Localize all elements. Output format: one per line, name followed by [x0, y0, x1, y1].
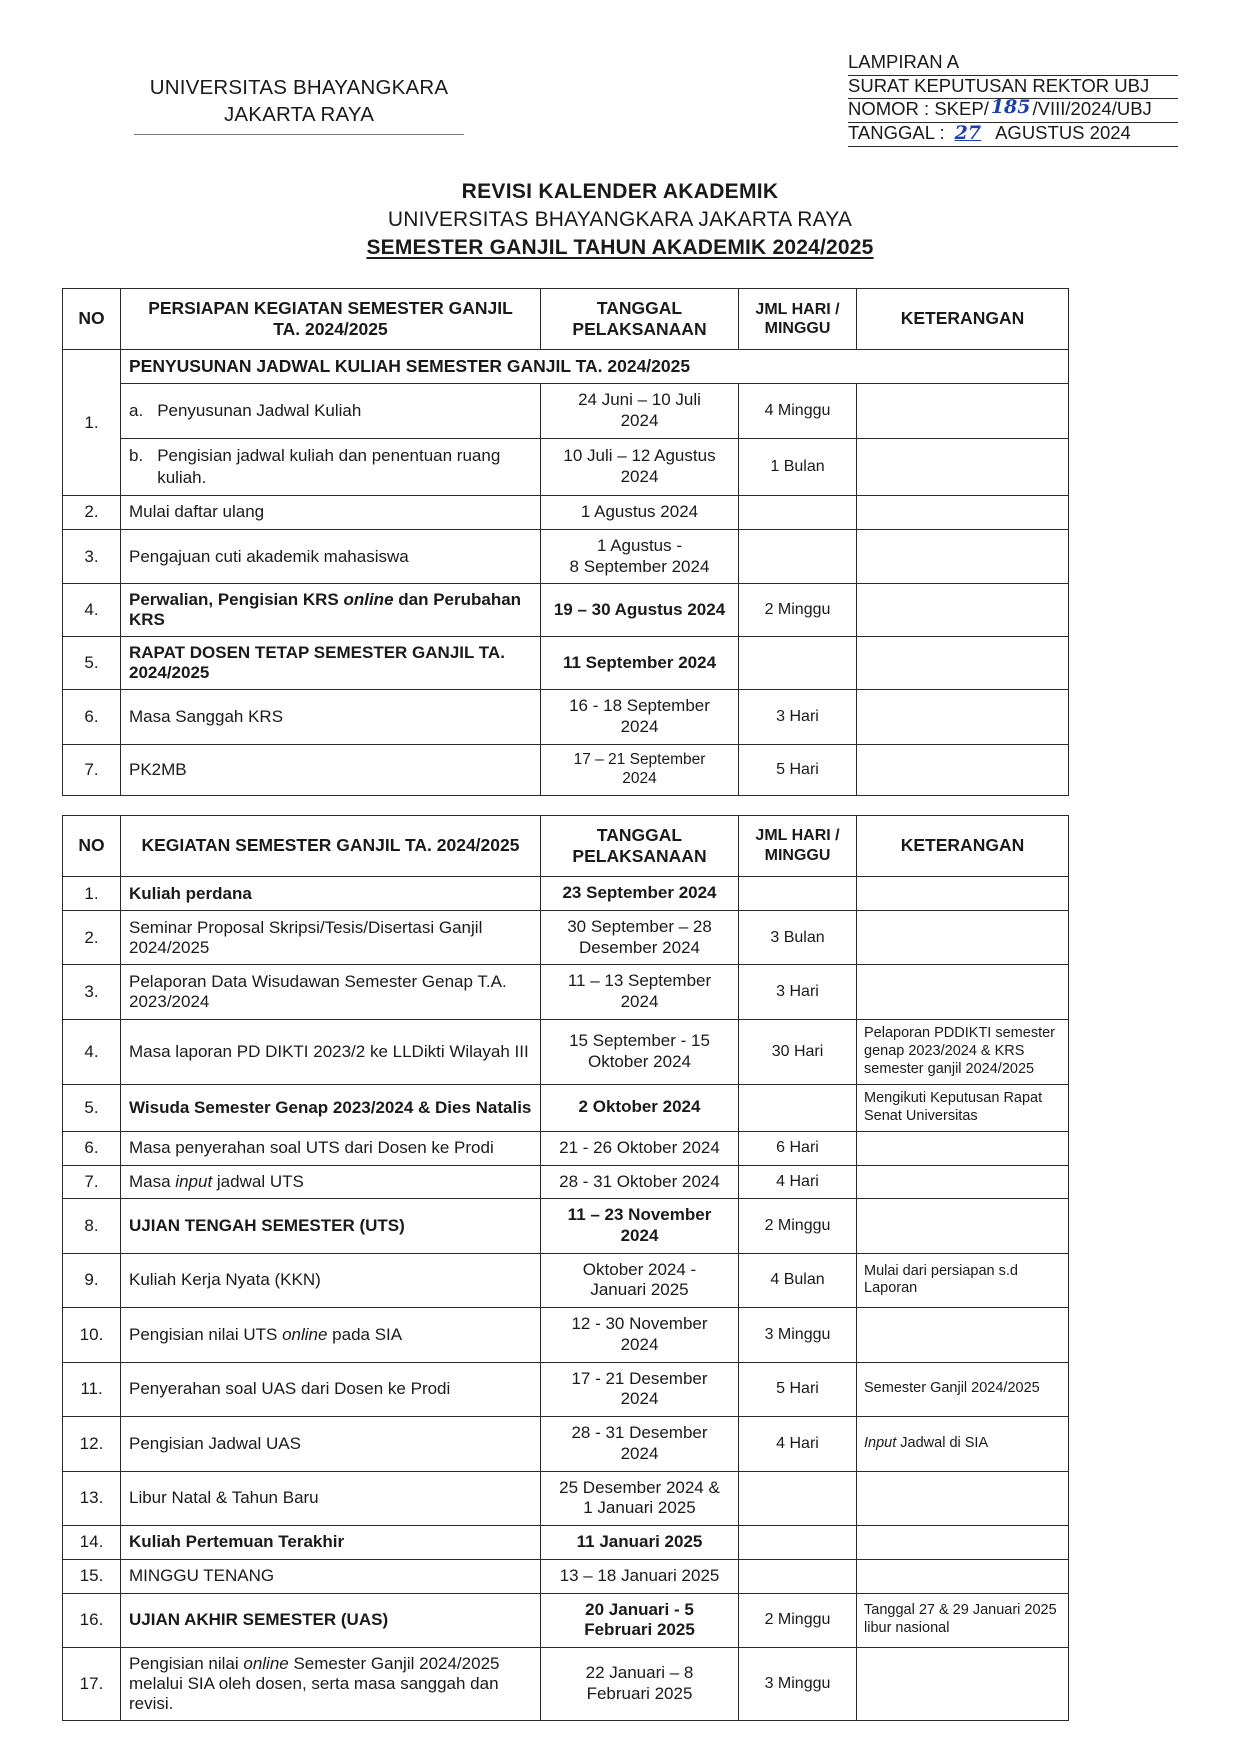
row-activity-emphasis: online: [243, 1654, 289, 1674]
row-remarks: [857, 496, 1069, 530]
row-duration: 4 Minggu: [739, 384, 857, 438]
row-date-line1: 12 - 30 November: [571, 1314, 708, 1334]
row-activity: Penyerahan soal UAS dari Dosen ke Prodi: [121, 1362, 541, 1416]
header-activity: KEGIATAN SEMESTER GANJIL TA. 2024/2025: [121, 815, 541, 877]
row-activity: Kuliah Kerja Nyata (KKN): [121, 1253, 541, 1307]
row-no: 5.: [63, 1084, 121, 1131]
row-date-line1: 30 September – 28: [567, 917, 712, 937]
decree-date-handwritten: 27: [954, 122, 982, 144]
row-no: 2.: [63, 911, 121, 965]
row-date-line1: 2 Oktober 2024: [578, 1097, 701, 1117]
row-remarks: Mulai dari persiapan s.d Laporan: [857, 1253, 1069, 1307]
row-duration: 2 Minggu: [739, 584, 857, 637]
row-activity-post: dan Perubahan KRS: [129, 590, 522, 630]
row-activity-emphasis: online: [343, 590, 394, 610]
row-activity: Pengisian Jadwal UAS: [121, 1417, 541, 1471]
table-row: [63, 1253, 1069, 1307]
row-date: [541, 1471, 739, 1525]
row-date-line2: 2024: [620, 467, 659, 487]
row-no: 3.: [63, 529, 121, 583]
header-date-line2: PELAKSANAAN: [572, 845, 707, 866]
row-date-line2: Januari 2025: [590, 1280, 689, 1300]
row-remarks: [857, 384, 1069, 438]
row-activity: [121, 1308, 541, 1362]
table1-body: [63, 350, 1069, 795]
row-date-line1: 1 Agustus 2024: [580, 502, 699, 522]
row-no: 17.: [63, 1648, 121, 1721]
table-row: [63, 1084, 1069, 1131]
row-activity: [121, 584, 541, 637]
attachment-line: [848, 52, 1178, 76]
table-row: [63, 350, 1069, 384]
header-remarks: KETERANGAN: [857, 815, 1069, 877]
row-date-line2: 2024: [622, 769, 657, 787]
row-date-line1: 23 September 2024: [562, 883, 717, 903]
institution-underline: [134, 134, 464, 135]
decree-date-line: [848, 123, 1178, 147]
table-row: [63, 529, 1069, 583]
row-no: 8.: [63, 1199, 121, 1253]
table-row: [63, 1559, 1069, 1593]
row-no: 2.: [63, 496, 121, 530]
table-row: [63, 384, 1069, 438]
row-date: [541, 496, 739, 530]
row-activity-pre: Masa: [129, 1171, 176, 1191]
row-date-line2: Februari 2025: [584, 1620, 695, 1640]
row-date-line1: 13 – 18 Januari 2025: [559, 1565, 720, 1585]
row-remarks: [857, 1131, 1069, 1165]
row-no: 6.: [63, 1131, 121, 1165]
table-row: [63, 438, 1069, 495]
row-date: [541, 1593, 739, 1647]
row-remarks: [857, 529, 1069, 583]
row-date: [541, 637, 739, 690]
row-duration: [739, 1559, 857, 1593]
table-row: [63, 496, 1069, 530]
row-date: [541, 384, 739, 438]
table2-body: [63, 877, 1069, 1721]
row-date: [541, 744, 739, 795]
header-date-line2: PELAKSANAAN: [572, 319, 707, 340]
row-activity: PK2MB: [121, 744, 541, 795]
row-duration: [739, 1084, 857, 1131]
row-no: 15.: [63, 1559, 121, 1593]
header-date-line1: TANGGAL: [596, 297, 683, 318]
row-remarks: Pelaporan PDDIKTI semester genap 2023/2024 & KRS semester ganjil 2024/2025: [857, 1019, 1069, 1084]
decree-date-label: TANGGAL :: [848, 122, 945, 143]
row-remarks: [857, 1199, 1069, 1253]
row-no: 4.: [63, 584, 121, 637]
table-row: [63, 1417, 1069, 1471]
institution-block: [134, 44, 464, 135]
row-duration: 4 Hari: [739, 1417, 857, 1471]
header-date-line1: TANGGAL: [596, 824, 683, 845]
row-duration: 6 Hari: [739, 1131, 857, 1165]
row-date-line2: Februari 2025: [586, 1684, 693, 1704]
row-date-line2: 2024: [620, 1334, 659, 1354]
row-date-line2: 2024: [620, 1389, 659, 1409]
table-row: [63, 1131, 1069, 1165]
row-activity: [121, 1165, 541, 1199]
row-remarks: [857, 438, 1069, 495]
row-date-line1: 16 - 18 September: [569, 696, 710, 716]
row-date-line1: 15 September - 15: [569, 1031, 710, 1051]
row-remarks: [857, 877, 1069, 911]
group-title: PENYUSUNAN JADWAL KULIAH SEMESTER GANJIL TA. 2024/2025: [121, 350, 1069, 384]
header-duration: [739, 288, 857, 350]
table-row: [63, 877, 1069, 911]
row-remarks: [857, 1648, 1069, 1721]
row-activity: Kuliah Pertemuan Terakhir: [121, 1526, 541, 1560]
row-remarks-rest: Jadwal di SIA: [896, 1434, 989, 1451]
row-date: [541, 1362, 739, 1416]
row-duration: 3 Hari: [739, 965, 857, 1019]
letterhead: [62, 44, 1178, 144]
row-no: 1.: [63, 350, 121, 496]
row-no: 1.: [63, 877, 121, 911]
row-duration: 3 Hari: [739, 690, 857, 744]
row-no: 9.: [63, 1253, 121, 1307]
title-line-1: REVISI KALENDER AKADEMIK: [461, 180, 779, 203]
row-date-line2: 2024: [620, 1443, 659, 1463]
document-title-block: [62, 178, 1178, 262]
header-no: NO: [63, 815, 121, 877]
row-activity: MINGGU TENANG: [121, 1559, 541, 1593]
row-no: 7.: [63, 744, 121, 795]
row-activity: Mulai daftar ulang: [121, 496, 541, 530]
row-duration: [739, 877, 857, 911]
row-remarks: [857, 911, 1069, 965]
row-no: 11.: [63, 1362, 121, 1416]
table2-header-row: [63, 815, 1069, 877]
row-activity: UJIAN AKHIR SEMESTER (UAS): [121, 1593, 541, 1647]
table1-header: [63, 288, 1069, 350]
row-duration: 3 Bulan: [739, 911, 857, 965]
row-date-line2: 2024: [620, 1226, 659, 1245]
row-duration: [739, 496, 857, 530]
row-date-line1: 17 – 21 September: [573, 750, 706, 768]
row-remarks: [857, 690, 1069, 744]
row-date: [541, 1559, 739, 1593]
header-date: [541, 288, 739, 350]
row-remarks: [857, 1308, 1069, 1362]
row-date-line1: 21 - 26 Oktober 2024: [559, 1137, 720, 1157]
sub-letter: b.: [129, 445, 144, 465]
sub-activity-text: Penyusunan Jadwal Kuliah: [157, 401, 362, 421]
row-remarks: [857, 1165, 1069, 1199]
row-duration: 3 Minggu: [739, 1308, 857, 1362]
row-date: [541, 1131, 739, 1165]
row-date: [541, 1019, 739, 1084]
row-date-line1: 22 Januari – 8: [585, 1663, 694, 1683]
row-activity: Pelaporan Data Wisudawan Semester Genap T.A. 2023/2024: [121, 965, 541, 1019]
row-no: 13.: [63, 1471, 121, 1525]
header-activity-line2: TA. 2024/2025: [273, 319, 388, 340]
row-date-line2: 2024: [620, 411, 659, 431]
header-date: [541, 815, 739, 877]
header-duration: [739, 815, 857, 877]
row-activity-post: Semester Ganjil 2024/2025 melalui SIA oleh dosen, serta masa sanggah dan revisi.: [129, 1654, 500, 1714]
row-date-line2: 2024: [620, 992, 659, 1012]
row-activity-emphasis: input: [175, 1171, 213, 1191]
row-duration: [739, 1526, 857, 1560]
table-row: [63, 584, 1069, 637]
row-remarks: [857, 1417, 1069, 1471]
row-date-line1: 1 Agustus -: [596, 535, 683, 555]
header-no: NO: [63, 288, 121, 350]
row-activity: [121, 438, 541, 495]
row-remarks: [857, 637, 1069, 690]
row-remarks-emphasis: Input: [864, 1434, 897, 1451]
row-date-line2: 1 Januari 2025: [583, 1498, 696, 1518]
decree-block: [848, 44, 1178, 147]
row-date-line1: 20 Januari - 5: [585, 1599, 694, 1619]
row-date: [541, 877, 739, 911]
decree-label: SURAT KEPUTUSAN REKTOR UBJ: [848, 74, 1150, 96]
row-duration: 3 Minggu: [739, 1648, 857, 1721]
row-date-line1: 11 September 2024: [562, 652, 717, 672]
row-date-line1: 10 Juli – 12 Agustus: [563, 446, 716, 466]
row-date: [541, 1308, 739, 1362]
sub-activity-text: Pengisian jadwal kuliah dan penentuan ruang kuliah.: [157, 445, 501, 488]
row-date: [541, 1165, 739, 1199]
row-duration: 1 Bulan: [739, 438, 857, 495]
row-date: [541, 1253, 739, 1307]
title-line-3: SEMESTER GANJIL TAHUN AKADEMIK 2024/2025: [366, 235, 874, 259]
table-row: [63, 1199, 1069, 1253]
row-no: 3.: [63, 965, 121, 1019]
row-no: 16.: [63, 1593, 121, 1647]
row-activity-post: jadwal UTS: [212, 1171, 304, 1191]
row-activity: RAPAT DOSEN TETAP SEMESTER GANJIL TA. 2024/2025: [121, 637, 541, 690]
row-no: 7.: [63, 1165, 121, 1199]
row-date: [541, 1648, 739, 1721]
row-date: [541, 1417, 739, 1471]
row-no: 14.: [63, 1526, 121, 1560]
institution-name-line2: JAKARTA RAYA: [223, 103, 375, 127]
row-duration: 5 Hari: [739, 744, 857, 795]
row-activity-pre: Perwalian, Pengisian KRS: [129, 590, 344, 610]
row-no: 10.: [63, 1308, 121, 1362]
table-row: [63, 744, 1069, 795]
table-row: [63, 1526, 1069, 1560]
row-activity-post: pada SIA: [327, 1324, 403, 1344]
table-row: [63, 965, 1069, 1019]
header-duration-line1: JML HARI /: [755, 827, 840, 845]
semester-activities-table: [62, 815, 1069, 1721]
row-date-line2: Desember 2024: [579, 937, 700, 957]
row-activity: Seminar Proposal Skripsi/Tesis/Disertasi Ganjil 2024/2025: [121, 911, 541, 965]
row-date-line1: 19 – 30 Agustus 2024: [553, 599, 726, 619]
row-activity: Pengajuan cuti akademik mahasiswa: [121, 529, 541, 583]
row-activity: Masa penyerahan soal UTS dari Dosen ke Prodi: [121, 1131, 541, 1165]
row-date-line1: 11 – 13 September: [567, 971, 712, 991]
row-duration: 4 Bulan: [739, 1253, 857, 1307]
header-activity-line1: PERSIAPAN KEGIATAN SEMESTER GANJIL: [148, 297, 513, 318]
row-activity: [121, 1648, 541, 1721]
table-row: [63, 690, 1069, 744]
row-no: 4.: [63, 1019, 121, 1084]
row-activity: [121, 384, 541, 438]
row-date-line2: 8 September 2024: [569, 556, 710, 576]
row-duration: [739, 529, 857, 583]
table-row: [63, 1362, 1069, 1416]
row-duration: 4 Hari: [739, 1165, 857, 1199]
row-remarks: [857, 744, 1069, 795]
row-date-line2: 2024: [620, 717, 659, 737]
row-remarks: Mengikuti Keputusan Rapat Senat Universitas: [857, 1084, 1069, 1131]
row-date-line1: 11 – 23 November: [567, 1205, 712, 1225]
row-remarks: Tanggal 27 & 29 Januari 2025 libur nasional: [857, 1593, 1069, 1647]
table-row: [63, 637, 1069, 690]
table-row: [63, 1593, 1069, 1647]
row-duration: [739, 637, 857, 690]
row-remarks: Semester Ganjil 2024/2025: [857, 1362, 1069, 1416]
row-activity-emphasis: online: [282, 1324, 328, 1344]
row-date: [541, 1084, 739, 1131]
row-date: [541, 1199, 739, 1253]
row-remarks: [857, 1471, 1069, 1525]
institution-name-line1: UNIVERSITAS BHAYANGKARA: [149, 76, 449, 99]
row-date: [541, 529, 739, 583]
row-activity: Libur Natal & Tahun Baru: [121, 1471, 541, 1525]
row-remarks: [857, 1526, 1069, 1560]
decree-number-handwritten: 185: [990, 96, 1031, 118]
header-remarks: KETERANGAN: [857, 288, 1069, 350]
row-duration: 5 Hari: [739, 1362, 857, 1416]
attachment-label: LAMPIRAN A: [848, 51, 960, 72]
row-date-line1: 24 Juni – 10 Juli: [578, 390, 701, 410]
row-duration: 2 Minggu: [739, 1593, 857, 1647]
row-date-line1: 28 - 31 Oktober 2024: [559, 1171, 720, 1191]
row-activity: Masa laporan PD DIKTI 2023/2 ke LLDikti Wilayah III: [121, 1019, 541, 1084]
decree-number-label: NOMOR : SKEP/: [848, 98, 989, 119]
header-duration-line2: MINGGU: [764, 320, 831, 338]
row-no: 12.: [63, 1417, 121, 1471]
decree-number-suffix: /VIII/2024/UBJ: [1032, 98, 1152, 119]
row-activity: Wisuda Semester Genap 2023/2024 & Dies Natalis: [121, 1084, 541, 1131]
row-date: [541, 438, 739, 495]
row-activity-pre: Pengisian nilai: [129, 1654, 244, 1674]
row-date: [541, 584, 739, 637]
decree-number-line: [848, 96, 1178, 123]
row-activity: Masa Sanggah KRS: [121, 690, 541, 744]
header-duration-line1: JML HARI /: [755, 300, 840, 318]
row-date-line2: Oktober 2024: [587, 1051, 691, 1071]
row-date-line1: 25 Desember 2024 &: [559, 1477, 720, 1497]
row-duration: [739, 1471, 857, 1525]
row-no: 5.: [63, 637, 121, 690]
decree-date-suffix: AGUSTUS 2024: [995, 122, 1131, 143]
row-remarks: [857, 1559, 1069, 1593]
row-activity: UJIAN TENGAH SEMESTER (UTS): [121, 1199, 541, 1253]
row-duration: 2 Minggu: [739, 1199, 857, 1253]
table2-header: [63, 815, 1069, 877]
row-activity: Kuliah perdana: [121, 877, 541, 911]
sub-letter: a.: [129, 401, 144, 421]
header-activity: [121, 288, 541, 350]
table-row: [63, 1165, 1069, 1199]
header-duration-line2: MINGGU: [764, 846, 831, 864]
table-row: [63, 1308, 1069, 1362]
row-date: [541, 690, 739, 744]
table1-header-row: [63, 288, 1069, 350]
preparation-activities-table: [62, 288, 1069, 796]
row-duration: 30 Hari: [739, 1019, 857, 1084]
row-date: [541, 1526, 739, 1560]
table-row: [63, 911, 1069, 965]
row-activity-pre: Pengisian nilai UTS: [129, 1324, 283, 1344]
row-date: [541, 965, 739, 1019]
row-remarks: [857, 584, 1069, 637]
row-date: [541, 911, 739, 965]
table-row: [63, 1648, 1069, 1721]
row-no: 6.: [63, 690, 121, 744]
row-remarks: [857, 965, 1069, 1019]
row-date-line1: 17 - 21 Desember: [571, 1368, 708, 1388]
row-date-line1: 28 - 31 Desember: [571, 1423, 708, 1443]
row-date-line1: 11 Januari 2025: [576, 1532, 703, 1552]
table-row: [63, 1019, 1069, 1084]
row-date-line1: Oktober 2024 -: [582, 1259, 697, 1279]
title-line-2: UNIVERSITAS BHAYANGKARA JAKARTA RAYA: [387, 207, 853, 231]
table-row: [63, 1471, 1069, 1525]
